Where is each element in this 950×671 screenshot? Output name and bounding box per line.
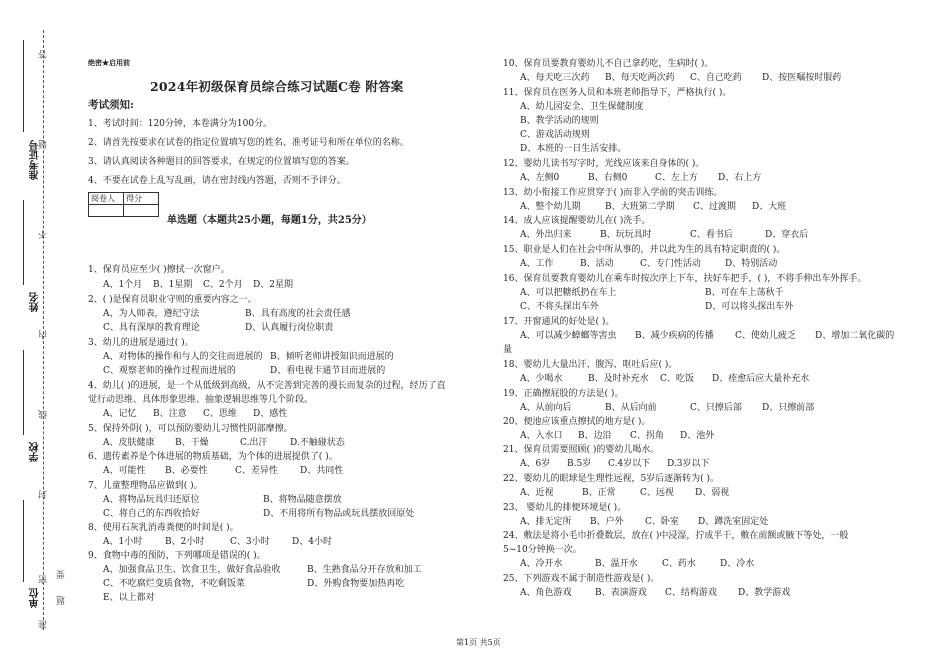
seal-char: 答 (39, 50, 49, 59)
option: B、从后向前 (605, 403, 657, 413)
option: A、6岁 (520, 459, 551, 469)
option: D、池外 (680, 431, 715, 441)
unit-label: 单位 (30, 588, 41, 608)
option: C、观察老师的操作过程而进展的 (103, 366, 236, 376)
option: A、对物体的操作和与人的交往而进展的 (103, 352, 263, 362)
option: B、温开水 (595, 559, 638, 569)
option: D、只擦前部 (762, 403, 815, 413)
seal-char: 线 (39, 410, 49, 419)
option: A、排无定所 (520, 517, 572, 527)
option: B、倾听老师讲授知识而进展的 (270, 352, 394, 362)
exam-number-line (23, 40, 24, 132)
question-stem: 15、职业是人们在社会中所从事的，并以此为生的具有特定职责的( )。 (503, 245, 786, 255)
option: C、左上方 (655, 173, 698, 183)
question-stem: 10、保育员要教育婴幼儿不自己拿药吃，生病时( )。 (503, 59, 714, 69)
option: B、生熟食品分开存放和加工 (307, 565, 422, 575)
option: B、干燥 (175, 438, 209, 448)
option: C、拐角 (630, 431, 664, 441)
seal-char: 不 (39, 230, 49, 239)
seal-char: 要 (57, 570, 67, 579)
option: C、具有深厚的教育理论 (103, 323, 200, 333)
school-line (23, 350, 24, 435)
option: A、从前向后 (520, 403, 572, 413)
unit-line (23, 500, 24, 582)
option: D、弱视 (695, 488, 730, 498)
option: C、思维 (203, 409, 237, 419)
question-stem: 14、成人应该提醒婴幼儿在( )洗手。 (503, 216, 651, 226)
option: A、记忆 (103, 409, 137, 419)
option: A、可能性 (103, 466, 146, 476)
option: B、表演游戏 (595, 588, 647, 598)
option: A、冷开水 (520, 559, 563, 569)
option: B、可在车上荡秋千 (705, 288, 784, 298)
option: A、近视 (520, 488, 554, 498)
option: C、将自己的东西收拾好 (103, 509, 200, 519)
question-stem: 19、正确擦屁股的方法是( )。 (503, 389, 624, 399)
notice-item: 2、请首先按要求在试卷的指定位置填写您的姓名、准考证号和所在单位的名称。 (88, 138, 409, 148)
exam-number-label: 准考证号 (30, 140, 41, 180)
grader-cell: 阅卷人 (89, 193, 124, 205)
option: A、可以减少蟑螂等害虫 (520, 331, 617, 341)
option: B、活动 (580, 259, 614, 269)
option: C、过渡期 (693, 202, 736, 212)
option: C、看书后 (690, 230, 733, 240)
question-stem: 3、幼儿的进展是通过( )。 (88, 338, 194, 348)
option: C、不将头探出车外 (520, 302, 599, 312)
option: D.不触碰状态 (290, 438, 345, 448)
option: C、药水 (662, 559, 696, 569)
option: C、远视 (640, 488, 674, 498)
option: D.3岁以下 (667, 459, 710, 469)
name-line (23, 200, 24, 285)
option: B、1星期 (153, 280, 193, 290)
option: D、按医嘱按时服药 (762, 73, 842, 83)
option: C、只擦后部 (690, 403, 742, 413)
school-label: 学校 (30, 442, 41, 462)
question-stem: 2、( )是保育员职业守则的重要内容之一。 (88, 295, 257, 305)
option: B、减少疾病的传播 (635, 331, 714, 341)
option: A、幼儿园安全、卫生保健制度 (520, 102, 644, 112)
notice-item: 1、考试时间：120分钟，本卷满分为100分。 (88, 119, 273, 129)
option: D、蹲洗室固定处 (698, 517, 769, 527)
question-stem: 8、使用石灰乳消毒粪便的时间是( )。 (88, 523, 239, 533)
option: C.出汗 (240, 438, 268, 448)
seal-char: 封 (39, 490, 49, 499)
option: B、正常 (582, 488, 616, 498)
question-stem: 24、敷法是将小毛巾折叠数层，放在( )中浸湿，拧成半干，敷在前额或腋下等处，一般 (503, 531, 849, 541)
option: D、穿衣后 (765, 230, 809, 240)
question-stem-cont: 5~10分钟换一次。 (503, 545, 582, 555)
option: C、不吃腐烂变质食物，不吃剩饭菜 (103, 579, 245, 589)
secret-mark: 绝密★启用前 (88, 58, 130, 67)
option: C、2个月 (203, 280, 243, 290)
option: A、将物品玩具归还原位 (103, 495, 200, 505)
question-stem: 25、下列游戏不属于制造性游戏是( )。 (503, 574, 660, 584)
question-stem-cont: 量 (503, 345, 513, 355)
section-title: 单选题（本题共25小题，每题1分，共25分） (167, 215, 372, 226)
question-stem: 12、婴幼儿读书写字时，光线应该来自身体的( )。 (503, 159, 705, 169)
question-stem: 23、 婴幼儿的排便环境是( )。 (503, 503, 627, 513)
option: B、具有高度的社会责任感 (245, 309, 351, 319)
option: A、外出归来 (520, 230, 572, 240)
option: B、边沿 (578, 431, 612, 441)
question-stem: 9、食物中毒的预防，下列哪项是错误的( )。 (88, 551, 266, 561)
option: D、可以将头探出车外 (705, 302, 794, 312)
option: D、教学游戏 (738, 588, 791, 598)
option: D、4小时 (292, 537, 332, 547)
option: A、加强食品卫生、饮食卫生，做好食品验收 (103, 565, 281, 575)
option: B、玩玩具时 (600, 230, 652, 240)
question-stem: 21、保育员需要照顾( )的婴幼儿喝水。 (503, 445, 660, 455)
option: D、冷水 (720, 559, 755, 569)
option: C、自己吃药 (690, 73, 742, 83)
option: C.4岁以下 (608, 459, 651, 469)
seal-char: 密 (39, 575, 49, 584)
option: D、认真履行岗位职责 (245, 323, 334, 333)
option: B、2小时 (165, 537, 205, 547)
option: D、看电视卡通节目而进展的 (270, 366, 386, 376)
question-stem: 6、遗传素养是个体进展的物质基础，为个体的进展提供了( )。 (88, 452, 338, 462)
option: C、吃饭 (660, 374, 694, 384)
option: C、3小时 (230, 537, 270, 547)
option: B、将物品随意摆放 (263, 495, 342, 505)
option: D、增加二氧化碳的 (815, 331, 895, 341)
option: A、左侧0 (520, 173, 560, 183)
option: A、为人师表，遵纪守法 (103, 309, 200, 319)
score-blank[interactable] (124, 205, 159, 217)
notice-title: 考试须知: (88, 99, 134, 111)
question-stem: 13、幼小衔接工作应贯穿于( )而非入学前的突击训练。 (503, 188, 723, 198)
option: A、1个月 (103, 280, 143, 290)
question-stem: 18、婴幼儿大量出汗、腹泻、呕吐后应( )。 (503, 360, 678, 370)
option: A、皮肤健康 (103, 438, 155, 448)
question-stem: 16、保育员要教育婴幼儿在乘车时按次序上下车，扶好车把手，( )，不将手伸出车外挥手。 (503, 274, 867, 284)
option: A、工作 (520, 259, 554, 269)
question-stem: 4、幼儿( )的进展，是一个从低级到高级，从不完善到完善的漫长而复杂的过程，经历了直 (88, 381, 446, 391)
option: D、右上方 (718, 173, 762, 183)
seal-char: 题 (39, 140, 49, 149)
question-stem: 20、便池应该重点擦拭的地方是( )。 (503, 417, 651, 427)
notice-item: 3、请认真阅读各种题目的回答要求，在规定的位置填写您的答案。 (88, 157, 355, 167)
question-stem: 11、保育员在医务人员和本班老师指导下，严格执行( )。 (503, 88, 732, 98)
question-stem: 5、保持外阴( )，可以预防婴幼儿习惯性阴部摩擦。 (88, 424, 293, 434)
option: E、以上都对 (103, 593, 155, 603)
option: C、使幼儿疲乏 (735, 331, 796, 341)
name-label: 姓名 (30, 292, 41, 312)
option: B、每天吃两次药 (605, 73, 675, 83)
notice-item: 4、不要在试卷上乱写乱画，请在密封线内答题，否则不予评分。 (88, 176, 346, 186)
option: B、大班第二学期 (605, 202, 675, 212)
page-number: 第1页 共5页 (456, 638, 501, 647)
option: C、差异性 (235, 466, 278, 476)
option: D、本班的一日生活安排。 (520, 144, 627, 154)
option: A、入水口 (520, 431, 563, 441)
option: A、每天吃三次药 (520, 73, 590, 83)
option: D、大班 (752, 202, 787, 212)
seal-char: 题 (57, 596, 67, 605)
option: B、注意 (153, 409, 187, 419)
option: A、少喝水 (520, 374, 563, 384)
option: D、感性 (253, 409, 288, 419)
option: D、2星期 (253, 280, 293, 290)
option: C、结构游戏 (665, 588, 717, 598)
question-stem-cont: 觉行动思维、具体形象思维、抽象逻辑思维等几个阶段。 (88, 395, 314, 405)
score-cell: 得分 (124, 193, 159, 205)
option: B、必要性 (165, 466, 208, 476)
option: B.5岁 (567, 459, 592, 469)
option: C、卧室 (645, 517, 679, 527)
option: D、不用将所有物品或玩具摆放回原处 (263, 509, 415, 519)
option: B、及时补充水 (588, 374, 649, 384)
question-stem: 1、保育员应至少( )擦拭一次窗户。 (88, 265, 230, 275)
option: D、外购食物要加热再吃 (307, 579, 405, 589)
question-stem: 17、开窗通风的好处是( )。 (503, 317, 615, 327)
option: B、教学活动的规则 (520, 116, 599, 126)
page-title: 2024年初级保育员综合练习试题C卷 附答案 (150, 79, 404, 94)
option: C、专门性活动 (640, 259, 701, 269)
question-stem: 7、儿童整理物品应做到( )。 (88, 481, 203, 491)
seal-char: 内 (39, 330, 49, 339)
question-stem: 22、婴幼儿的眼球是生理性远视，5岁后逐渐转为( )。 (503, 474, 720, 484)
score-table (88, 192, 159, 217)
option: B、户外 (590, 517, 624, 527)
seal-char: 准 (39, 620, 49, 629)
option: B、右侧0 (588, 173, 628, 183)
option: D、共同性 (300, 466, 344, 476)
option: A、角色游戏 (520, 588, 572, 598)
grader-blank[interactable] (89, 205, 124, 217)
option: D、特别活动 (725, 259, 778, 269)
option: A、整个幼儿期 (520, 202, 581, 212)
option: D、痊愈后应大量补充水 (712, 374, 810, 384)
option: A、可以把糖纸扔在车上 (520, 288, 617, 298)
option: C、游戏活动规则 (520, 130, 590, 140)
option: A、1小时 (103, 537, 143, 547)
